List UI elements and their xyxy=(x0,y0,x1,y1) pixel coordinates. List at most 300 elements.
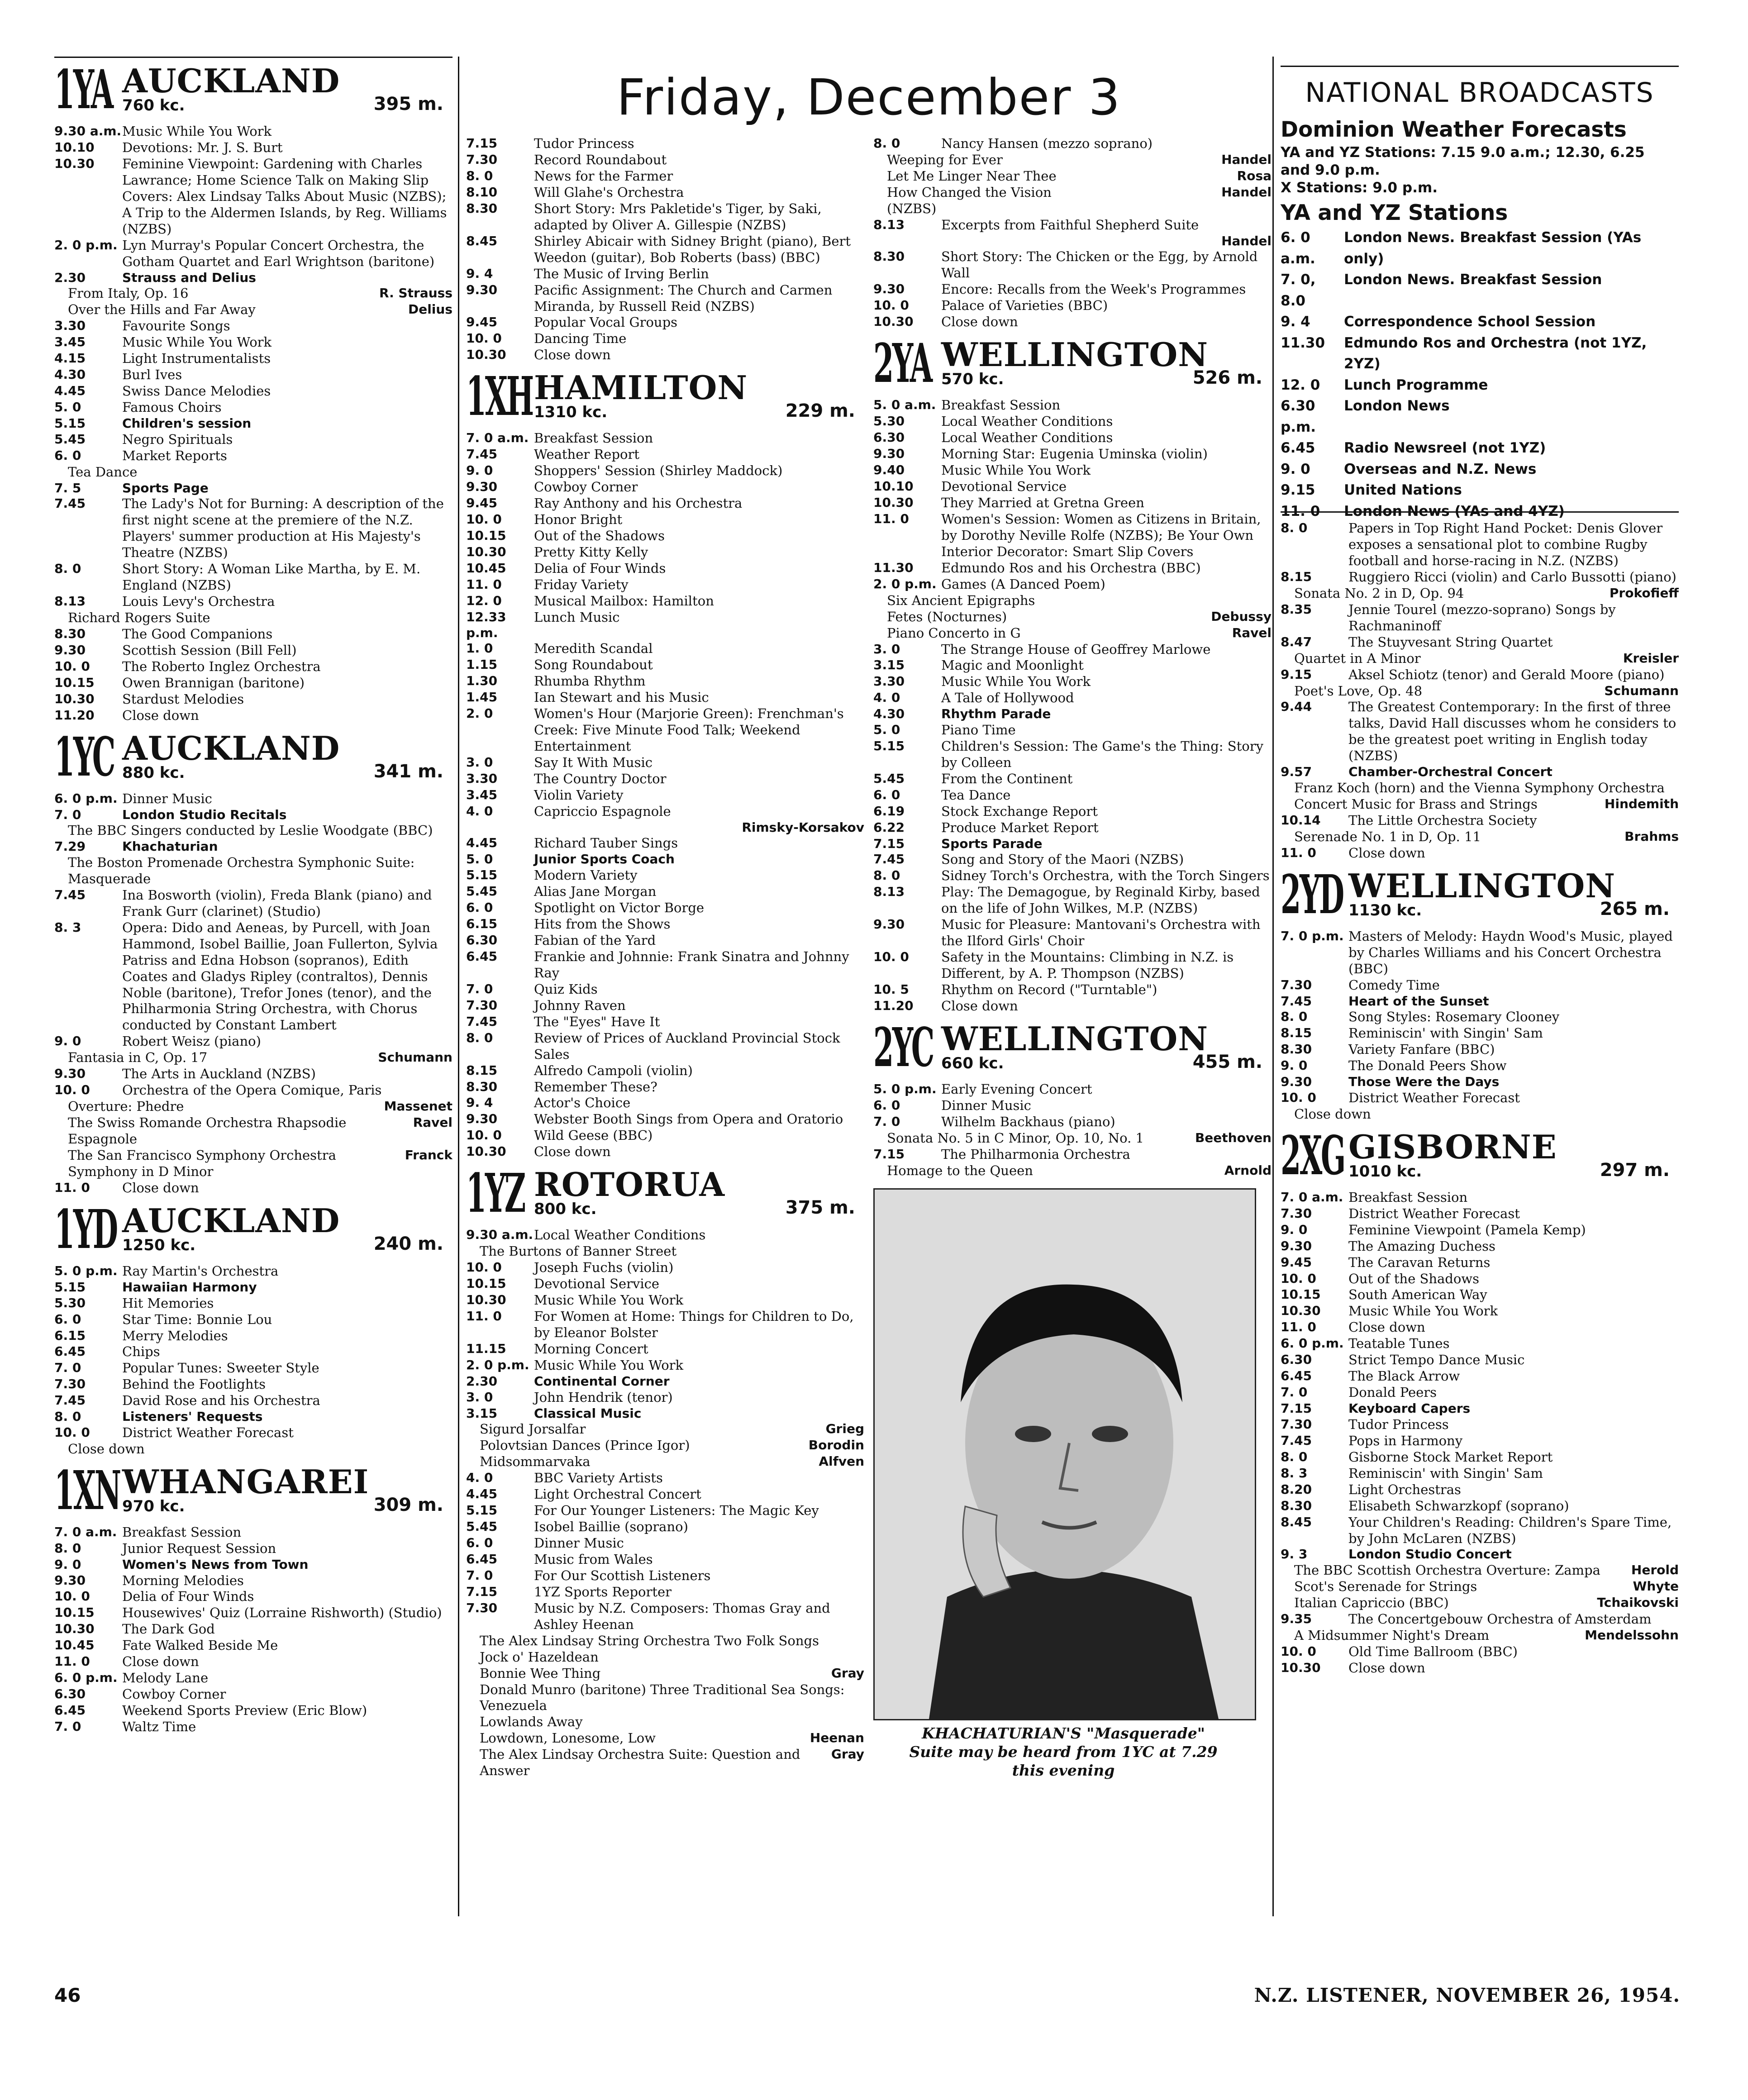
programme-title: For Women at Home: Things for Children to Do, by Eleanor Bolster xyxy=(534,1309,854,1341)
programme-time: 1.30 xyxy=(466,673,498,689)
programme-time: 3. 0 xyxy=(873,641,900,657)
programme-time: 10. 0 xyxy=(466,331,502,346)
programme-title: Star Time: Bonnie Lou xyxy=(122,1311,272,1327)
programme-title: Fate Walked Beside Me xyxy=(122,1638,278,1653)
programme-title: Will Glahe's Orchestra xyxy=(534,184,684,200)
programme-detail xyxy=(466,1454,864,1470)
programme-time: 8.30 xyxy=(1281,1498,1312,1513)
programme-row xyxy=(873,820,1272,836)
programme-detail xyxy=(873,152,1272,168)
weather-forecasts-heading: Dominion Weather Forecasts xyxy=(1281,117,1627,142)
programme-time: 6. 0 xyxy=(873,1097,900,1113)
programme-time: 7.30 xyxy=(466,152,498,167)
programme-row xyxy=(466,641,864,657)
programme-row xyxy=(1281,1498,1679,1514)
programme-row xyxy=(54,1344,452,1360)
programme-title: The Greatest Contemporary: In the first of three talks, David Hall discusses whom he considers to be the greatest poet writing in English today (NZBS) xyxy=(1348,699,1677,764)
programme-time: 9. 0 xyxy=(1281,1058,1308,1073)
programme-row xyxy=(466,593,864,610)
programme-title: Owen Brannigan (baritone) xyxy=(122,675,305,690)
programme-title: Devotional Service xyxy=(534,1276,660,1292)
programme-time: 5.15 xyxy=(873,738,905,753)
programme-time: 7. 0 xyxy=(54,1719,81,1734)
programme-row xyxy=(466,233,864,266)
programme-row xyxy=(466,1079,864,1095)
programme-time: 12.33 p.m. xyxy=(466,609,506,640)
programme-row xyxy=(1281,602,1679,634)
programme-row xyxy=(1281,977,1679,994)
programme-title: Tudor Princess xyxy=(534,136,634,151)
programme-time: 6.15 xyxy=(54,1328,86,1343)
programme-title: Close down xyxy=(534,1144,611,1160)
programme-time: 11. 0 xyxy=(466,576,502,592)
programme-row xyxy=(54,1621,452,1638)
programme-title: Johnny Raven xyxy=(534,997,626,1013)
programme-row xyxy=(1281,1025,1679,1042)
detail-title: Serenade No. 1 in D, Op. 11 xyxy=(1294,829,1481,844)
programme-row xyxy=(1281,1222,1679,1238)
programme-title: Breakfast Session xyxy=(534,430,653,446)
programme-title: Masters of Melody: Haydn Wood's Music, played by Charles Williams and his Concert Orchestra (BBC) xyxy=(1348,928,1673,976)
column-1 xyxy=(54,57,452,1948)
programme-title: Friday Variety xyxy=(534,576,629,592)
programme-title: Music for Pleasure: Mantovani's Orchestra with the Ilford Girls' Choir xyxy=(941,917,1261,949)
programme-row xyxy=(54,400,452,416)
programme-time: 10.30 xyxy=(873,314,914,329)
programme-title: Louis Levy's Orchestra xyxy=(122,593,275,609)
programme-row xyxy=(466,1128,864,1144)
programme-row xyxy=(466,1568,864,1584)
programme-row xyxy=(873,314,1272,330)
programme-title: Behind the Footlights xyxy=(122,1376,266,1392)
programme-title: Scottish Session (Bill Fell) xyxy=(122,642,297,658)
column-rule-1 xyxy=(458,57,459,1916)
station-wavelength: 265 m. xyxy=(1600,898,1670,919)
programme-row xyxy=(54,156,452,238)
programme-title: Negro Spirituals xyxy=(122,431,233,447)
programme-time: 9.57 xyxy=(1281,764,1312,780)
programme-title: District Weather Forecast xyxy=(1348,1090,1520,1105)
programme-row xyxy=(54,1638,452,1654)
programme-time: 3.30 xyxy=(54,318,86,333)
composer-name: Debussy xyxy=(1211,609,1272,624)
programme-time: 6.15 xyxy=(466,916,498,931)
programme-title: The Black Arrow xyxy=(1348,1368,1460,1384)
broadcast-time: 12. 0 xyxy=(1281,376,1320,393)
programme-row xyxy=(54,643,452,659)
programme-time: 10. 0 xyxy=(873,949,909,965)
programme-row xyxy=(873,249,1272,281)
programme-time: 8. 0 xyxy=(54,1540,81,1556)
programme-time: 10.15 xyxy=(466,528,506,543)
programme-time: 6. 0 xyxy=(466,1535,493,1550)
programme-title: Popular Vocal Groups xyxy=(534,314,678,330)
programme-row xyxy=(466,282,864,315)
programme-title: Short Story: A Woman Like Martha, by E. M. England (NZBS) xyxy=(122,561,421,593)
programme-time: 6.45 xyxy=(466,1551,498,1567)
programme-detail xyxy=(466,820,864,836)
programme-title: Sports Parade xyxy=(941,836,1043,851)
programme-time: 5. 0 a.m. xyxy=(873,397,936,413)
programme-title: Swiss Dance Melodies xyxy=(122,383,271,399)
detail-title: The Alex Lindsay String Orchestra Two Folk Songs xyxy=(480,1633,819,1648)
programme-time: 5.45 xyxy=(54,431,86,447)
programme-title: Feminine Viewpoint (Pamela Kemp) xyxy=(1348,1222,1586,1238)
programme-row xyxy=(1281,1660,1679,1676)
programme-row xyxy=(54,1541,452,1557)
programme-time: 7.30 xyxy=(54,1376,86,1392)
detail-title: How Changed the Vision xyxy=(887,184,1052,200)
programme-row xyxy=(466,1260,864,1276)
broadcast-title: Lunch Programme xyxy=(1344,376,1488,393)
programme-row xyxy=(54,481,452,496)
programme-time: 11.30 xyxy=(873,560,914,575)
programme-title: The Music of Irving Berlin xyxy=(534,266,709,281)
programme-detail xyxy=(1281,796,1679,813)
programme-time: 8. 0 xyxy=(54,1409,81,1424)
programme-title: Women's Hour (Marjorie Green): Frenchman's Creek: Five Minute Food Talk; Weekend Entertainment xyxy=(534,706,844,754)
broadcast-time: 6.30 p.m. xyxy=(1281,398,1316,435)
programme-title: Actor's Choice xyxy=(534,1095,631,1111)
programme-title: Close down xyxy=(1348,845,1425,861)
programme-time: 9.30 xyxy=(873,446,905,462)
programme-time: 6.22 xyxy=(873,819,905,835)
programme-row xyxy=(873,738,1272,771)
programme-time: 8.13 xyxy=(873,217,905,232)
programme-title: Hawaiian Harmony xyxy=(122,1279,257,1295)
programme-title: Cowboy Corner xyxy=(534,479,638,495)
programme-title: Games (A Danced Poem) xyxy=(941,576,1105,592)
programme-time: 8.13 xyxy=(54,593,86,609)
composer-name: Handel xyxy=(1221,184,1272,200)
programme-title: Local Weather Conditions xyxy=(941,430,1113,446)
programme-title: Produce Market Report xyxy=(941,819,1099,835)
programme-time: 10. 0 xyxy=(466,1260,502,1275)
programme-detail xyxy=(1281,683,1679,700)
programme-time: 7.45 xyxy=(1281,993,1312,1009)
programme-time: 9.30 a.m. xyxy=(54,124,122,138)
programme-row xyxy=(1281,1319,1679,1336)
programme-time: 7.15 xyxy=(466,1584,498,1599)
programme-title: Old Time Ballroom (BBC) xyxy=(1348,1643,1518,1659)
programme-row xyxy=(1281,1401,1679,1417)
programme-title: Keyboard Capers xyxy=(1348,1401,1471,1416)
programme-row xyxy=(54,1719,452,1735)
programme-title: Pretty Kitty Kelly xyxy=(534,544,648,560)
composer-name: Franck xyxy=(405,1148,452,1163)
detail-title: Lowdown, Lonesome, Low xyxy=(480,1730,656,1746)
programme-title: Pops in Harmony xyxy=(1348,1433,1463,1448)
programme-title: The Roberto Inglez Orchestra xyxy=(122,658,321,674)
programme-title: Webster Booth Sings from Opera and Oratorio xyxy=(534,1111,843,1127)
broadcast-title: London News. Breakfast Session (YAs only) xyxy=(1344,229,1642,267)
programme-time: 3.30 xyxy=(466,771,498,786)
programme-time: 6.30 xyxy=(1281,1352,1312,1367)
programme-row xyxy=(54,1605,452,1621)
programme-time: 7. 0 p.m. xyxy=(1281,928,1344,943)
programme-title: Jennie Tourel (mezzo-soprano) Songs by Rachmaninoff xyxy=(1348,601,1616,633)
programme-row xyxy=(54,496,452,561)
programme-title: Stock Exchange Report xyxy=(941,803,1098,819)
programme-title: Rhythm on Record ("Turntable") xyxy=(941,982,1157,998)
programme-title: Breakfast Session xyxy=(122,1524,242,1540)
programme-time: 8. 0 xyxy=(873,868,900,883)
programme-title: The "Eyes" Have It xyxy=(534,1014,660,1029)
programme-title: For Our Scottish Listeners xyxy=(534,1567,711,1583)
programme-time: 6. 0 p.m. xyxy=(1281,1336,1344,1351)
detail-title: Sonata No. 2 in D, Op. 94 xyxy=(1294,585,1464,601)
programme-time: 5. 0 p.m. xyxy=(873,1081,937,1096)
programme-time: 7.15 xyxy=(873,1146,905,1162)
programme-time: 5. 0 xyxy=(466,852,493,867)
publication-masthead: N.Z. LISTENER, NOVEMBER 26, 1954. xyxy=(1254,1984,1680,2006)
programme-title: Song Styles: Rosemary Clooney xyxy=(1348,1009,1560,1025)
programme-row xyxy=(1281,1611,1679,1628)
detail-title: Jock o' Hazeldean xyxy=(480,1649,599,1665)
national-broadcast-row xyxy=(1281,269,1679,311)
programme-row xyxy=(54,1686,452,1703)
programme-title: A Tale of Hollywood xyxy=(941,690,1074,706)
programme-time: 4.45 xyxy=(466,835,498,851)
programme-title: Weekend Sports Preview (Eric Blow) xyxy=(122,1703,367,1719)
programme-title: The Donald Peers Show xyxy=(1348,1058,1507,1074)
programme-title: Close down xyxy=(1348,1319,1425,1335)
programme-title: Feminine Viewpoint: Gardening with Charles Lawrance; Home Science Talk on Making Slip Covers: Alex Lindsay Talks About Music (NZBS); A Trip to the Aldermen Islands, by Reg. Williams (NZBS) xyxy=(122,156,447,237)
programme-row xyxy=(466,1503,864,1519)
programme-row xyxy=(54,351,452,367)
national-broadcast-row xyxy=(1281,311,1679,333)
programme-time: 6. 0 p.m. xyxy=(54,1670,118,1686)
programme-row xyxy=(466,949,864,981)
programme-row xyxy=(873,917,1272,949)
station-wavelength: 375 m. xyxy=(785,1197,855,1219)
programme-row xyxy=(466,447,864,463)
programme-detail xyxy=(873,593,1272,609)
composer-name: Beethoven xyxy=(1195,1130,1272,1145)
programme-time: 9. 0 xyxy=(54,1033,81,1049)
programme-row xyxy=(54,691,452,708)
programme-time: 10.15 xyxy=(54,1605,95,1620)
programme-row xyxy=(466,998,864,1014)
programme-title: Modern Variety xyxy=(534,867,638,883)
programme-detail xyxy=(466,1243,864,1260)
programme-row xyxy=(1281,929,1679,977)
programme-title: Housewives' Quiz (Lorraine Rishworth) (Studio) xyxy=(122,1605,442,1621)
programme-title: Sidney Torch's Orchestra, with the Torch Singers xyxy=(941,868,1270,884)
programme-title: Frankie and Johnnie: Frank Sinatra and Johnny Ray xyxy=(534,948,849,981)
programme-time: 9.30 xyxy=(466,1111,498,1127)
programme-detail xyxy=(1281,780,1679,796)
station-header xyxy=(54,58,452,121)
programme-title: The Strange House of Geoffrey Marlowe xyxy=(941,641,1211,657)
composer-name: Massenet xyxy=(384,1099,452,1114)
programme-time: 9.30 xyxy=(54,642,86,657)
composer-name: Hindemith xyxy=(1604,796,1679,811)
programme-title: Excerpts from Faithful Shepherd Suite xyxy=(941,217,1199,233)
programme-row xyxy=(54,887,452,920)
programme-title: Out of the Shadows xyxy=(1348,1271,1480,1286)
programme-row xyxy=(466,1144,864,1160)
programme-time: 1.45 xyxy=(466,690,498,705)
programme-time: 8.30 xyxy=(54,626,86,641)
programme-title: Alfredo Campoli (violin) xyxy=(534,1062,693,1078)
programme-title: Lyn Murray's Popular Concert Orchestra, the Gotham Quartet and Earl Wrightson (baritone) xyxy=(122,237,435,269)
programme-title: London Studio Concert xyxy=(1348,1547,1512,1562)
broadcast-time: 6. 0 a.m. xyxy=(1281,229,1315,267)
programme-row xyxy=(466,1584,864,1600)
programme-title: Close down xyxy=(122,1180,199,1195)
programme-title: Morning Concert xyxy=(534,1341,648,1357)
programme-time: 5. 0 p.m. xyxy=(54,1263,118,1278)
national-broadcast-row xyxy=(1281,501,1679,522)
programme-title: Children's session xyxy=(122,415,252,431)
programme-row xyxy=(466,266,864,282)
programme-row xyxy=(873,298,1272,314)
programme-row xyxy=(466,314,864,331)
column-rule-3 xyxy=(1272,57,1274,1916)
programme-time: 9.45 xyxy=(466,314,498,330)
broadcast-title: Radio Newsreel (not 1YZ) xyxy=(1344,440,1546,457)
programme-row xyxy=(466,1406,864,1422)
detail-title: Sonata No. 5 in C Minor, Op. 10, No. 1 xyxy=(887,1130,1144,1146)
programme-title: Wilhelm Backhaus (piano) xyxy=(941,1114,1115,1129)
composer-name: Handel xyxy=(1221,233,1272,248)
programme-row xyxy=(873,982,1272,998)
programme-row xyxy=(54,1263,452,1280)
station-city: WHANGAREI xyxy=(122,1462,369,1501)
programme-title: Ray Martin's Orchestra xyxy=(122,1263,279,1279)
programme-row xyxy=(873,479,1272,495)
programme-title: London Studio Recitals xyxy=(122,807,287,822)
programme-time: 10.15 xyxy=(466,1276,506,1291)
programme-row xyxy=(873,674,1272,690)
station-call-sign: 1YA xyxy=(54,58,112,121)
programme-title: Say It With Music xyxy=(534,754,653,770)
programme-row xyxy=(54,1703,452,1719)
programme-time: 2.30 xyxy=(466,1373,498,1389)
programme-time: 11.15 xyxy=(466,1341,506,1356)
national-broadcast-row xyxy=(1281,480,1679,501)
programme-time: 7. 0 xyxy=(54,1360,81,1376)
programme-detail xyxy=(1281,829,1679,845)
programme-time: 6. 0 xyxy=(54,448,81,463)
programme-title: Isobel Baillie (soprano) xyxy=(534,1519,688,1534)
programme-title: Song and Story of the Maori (NZBS) xyxy=(941,852,1184,867)
programme-time: 6. 0 xyxy=(873,787,900,802)
programme-row xyxy=(466,1227,864,1243)
programme-row xyxy=(466,610,864,641)
programme-time: 8.45 xyxy=(1281,1514,1312,1529)
programme-title: Nancy Hansen (mezzo soprano) xyxy=(941,136,1153,151)
programme-detail xyxy=(466,1747,864,1779)
programme-row xyxy=(873,414,1272,430)
programme-row xyxy=(54,626,452,643)
programme-title: Edmundo Ros and his Orchestra (BBC) xyxy=(941,560,1201,576)
programme-title: Favourite Songs xyxy=(122,318,230,334)
detail-title: Scot's Serenade for Strings xyxy=(1294,1579,1477,1595)
composer-name: Prokofieff xyxy=(1609,585,1679,600)
programme-time: 7.45 xyxy=(466,1014,498,1029)
detail-title: Tea Dance xyxy=(68,464,138,480)
programme-title: Fabian of the Yard xyxy=(534,932,656,948)
programme-row xyxy=(1281,569,1679,586)
programme-row xyxy=(466,1309,864,1341)
programme-row xyxy=(466,347,864,363)
programme-time: 6.19 xyxy=(873,803,905,819)
programme-time: 9. 0 xyxy=(466,463,493,478)
programme-time: 10.45 xyxy=(54,1638,95,1653)
programme-row xyxy=(873,136,1272,152)
station-call-sign: 1XN xyxy=(54,1458,120,1522)
programme-title: Review of Prices of Auckland Provincial Stock Sales xyxy=(534,1030,840,1062)
broadcast-title: Overseas and N.Z. News xyxy=(1344,461,1537,477)
composer-name: Schumann xyxy=(1604,683,1679,698)
programme-time: 6. 0 xyxy=(466,900,493,915)
national-broadcast-row xyxy=(1281,227,1679,269)
programme-time: 9.30 xyxy=(1281,1074,1312,1090)
programme-time: 7.30 xyxy=(466,1600,498,1615)
programme-row xyxy=(54,1066,452,1082)
programme-time: 7. 0 xyxy=(466,1567,493,1583)
programme-row xyxy=(54,1180,452,1196)
programme-title: Music While You Work xyxy=(1348,1303,1498,1319)
programme-time: 10. 0 xyxy=(873,298,909,313)
programme-title: Joseph Fuchs (violin) xyxy=(534,1260,674,1276)
programme-title: Melody Lane xyxy=(122,1670,209,1686)
top-rule-right xyxy=(1281,66,1679,67)
station-header xyxy=(1281,862,1679,926)
programme-time: 9.30 xyxy=(873,281,905,297)
programme-title: Ruggiero Ricci (violin) and Carlo Bussotti (piano) xyxy=(1348,569,1677,585)
programme-title: News for the Farmer xyxy=(534,168,673,184)
programme-title: David Rose and his Orchestra xyxy=(122,1393,320,1409)
programme-title: Hits from the Shows xyxy=(534,916,671,932)
programme-row xyxy=(54,1376,452,1393)
detail-title: Fetes (Nocturnes) xyxy=(887,609,1007,624)
programme-row xyxy=(54,1312,452,1328)
programme-row xyxy=(466,512,864,528)
programme-title: Papers in Top Right Hand Pocket: Denis Glover exposes a sensational plot to combine Rugby football and horse-racing in N.Z. (NZBS) xyxy=(1348,520,1663,568)
detail-title: (NZBS) xyxy=(887,200,937,216)
station-city: GISBORNE xyxy=(1348,1127,1557,1166)
photo-caption xyxy=(873,1724,1253,1780)
composer-name: Handel xyxy=(1221,152,1272,167)
programme-time: 5.15 xyxy=(54,415,86,431)
programme-title: Music While You Work xyxy=(534,1357,684,1373)
programme-row xyxy=(54,1589,452,1605)
programme-time: 8. 0 xyxy=(1281,1449,1308,1464)
programme-title: Junior Sports Coach xyxy=(534,852,675,867)
programme-time: 10. 0 xyxy=(54,1424,90,1440)
programme-time: 3.45 xyxy=(466,787,498,802)
programme-time: 10.30 xyxy=(1281,1660,1321,1675)
programme-row xyxy=(466,1357,864,1374)
programme-time: 7.30 xyxy=(1281,977,1312,992)
programme-title: Weather Report xyxy=(534,447,640,462)
programme-time: 10.30 xyxy=(466,1144,506,1159)
programme-row xyxy=(466,201,864,233)
programme-row xyxy=(54,318,452,334)
programme-time: 4.30 xyxy=(54,367,86,382)
programme-time: 4. 0 xyxy=(466,1470,493,1486)
programme-time: 9.45 xyxy=(1281,1254,1312,1270)
programme-title: Reminiscin' with Singin' Sam xyxy=(1348,1025,1543,1041)
programme-title: Variety Fanfare (BBC) xyxy=(1348,1042,1495,1057)
programme-title: Wild Geese (BBC) xyxy=(534,1128,653,1143)
composer-name: Rosa xyxy=(1237,168,1272,183)
programme-time: 10.30 xyxy=(54,1621,95,1637)
programme-row xyxy=(1281,1385,1679,1401)
